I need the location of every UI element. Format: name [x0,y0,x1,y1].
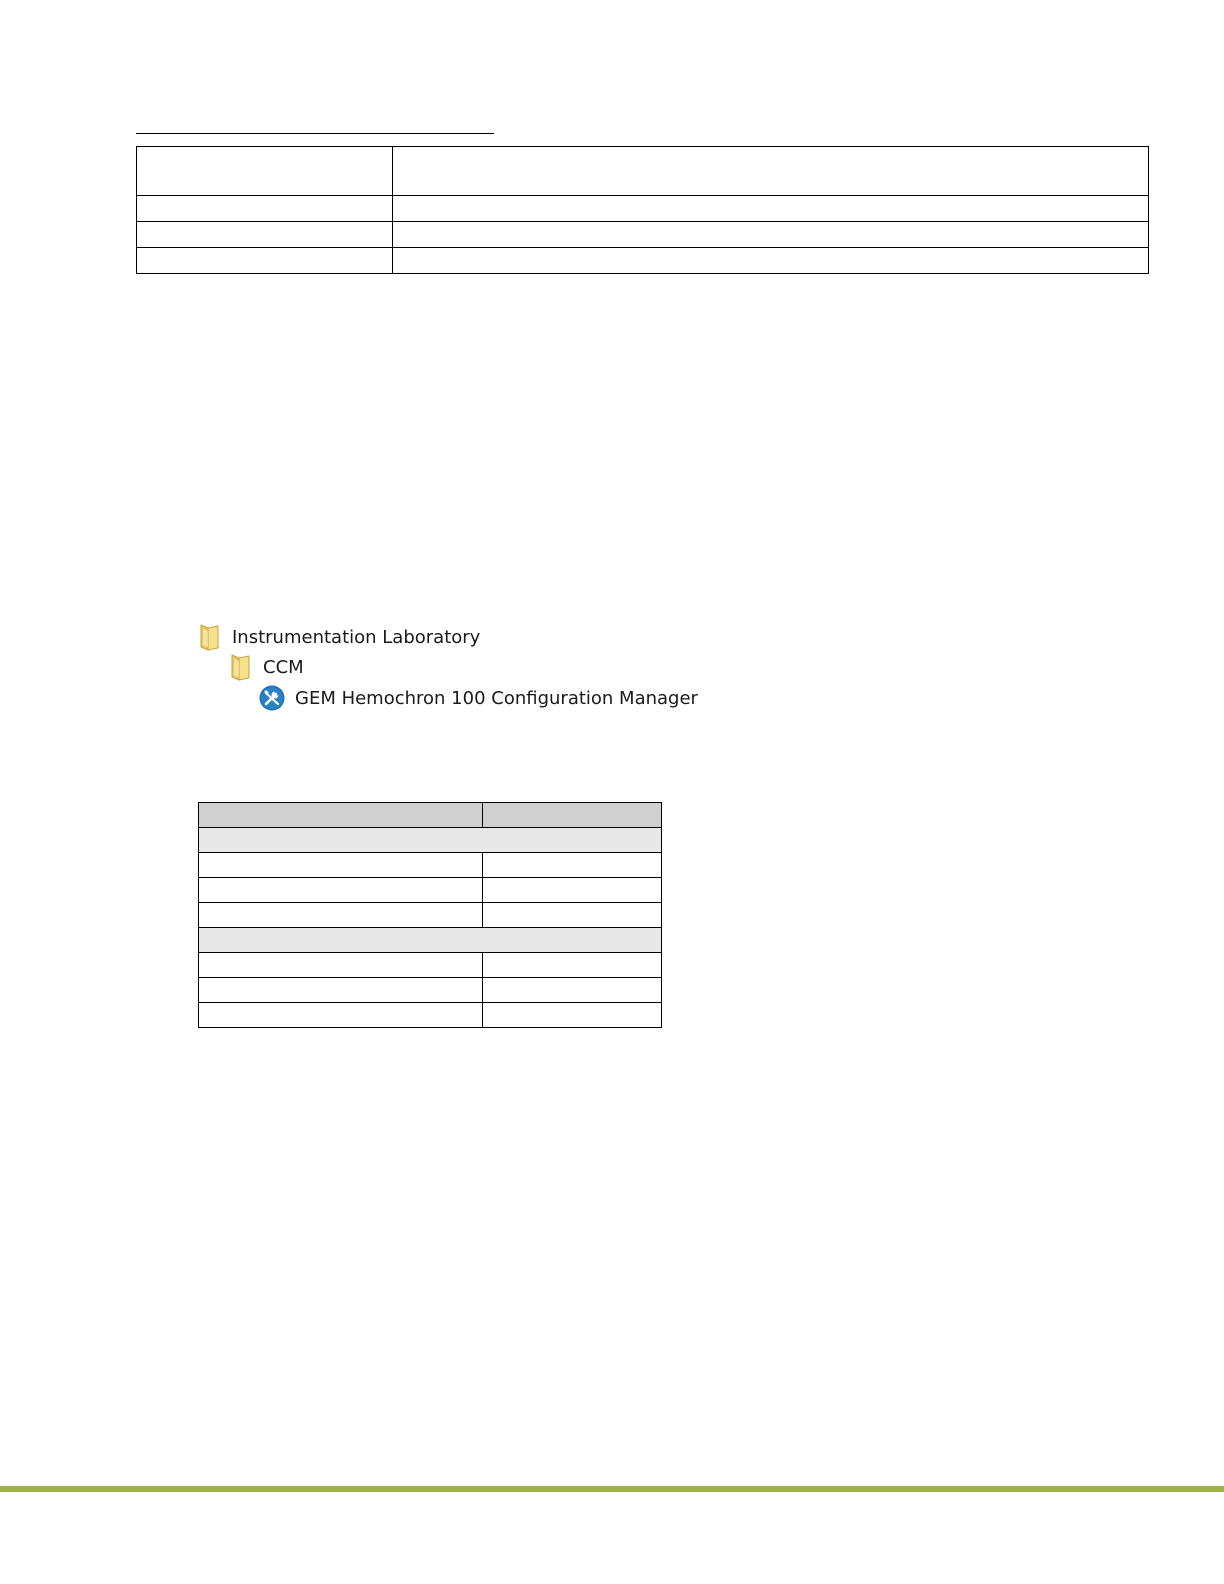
table-header-cell [199,803,483,828]
table-cell [199,1003,483,1028]
table-row [137,248,1149,274]
table-cell [137,196,393,222]
table-row [199,853,662,878]
table-cell [483,1003,662,1028]
table-row [199,978,662,1003]
table-row [199,878,662,903]
revision-table [136,146,1149,274]
table-cell [199,878,483,903]
tree-item-label: Instrumentation Laboratory [232,626,481,648]
table-cell [199,953,483,978]
folder-icon [229,653,251,681]
table-cell [483,978,662,1003]
table-cell [483,953,662,978]
table-row [137,222,1149,248]
tools-app-icon [259,685,285,711]
table-cell [393,222,1149,248]
table-cell [393,196,1149,222]
table-cell [137,222,393,248]
settings-table [198,802,662,1028]
table-cell [393,147,1149,196]
table-cell [483,878,662,903]
footer-accent-bar [0,1486,1224,1492]
table-cell [199,978,483,1003]
table-group-row [199,828,662,853]
table-row [199,1003,662,1028]
table-group-row [199,928,662,953]
header-rule [136,133,494,134]
table-cell [483,853,662,878]
table-row [199,903,662,928]
table-row [199,953,662,978]
start-menu-tree [196,617,696,717]
table-cell [137,147,393,196]
table-group-cell [199,928,662,953]
tree-item-label: GEM Hemochron 100 Configuration Manager [295,687,698,709]
tree-item-ccm[interactable] [229,652,304,682]
table-row [137,196,1149,222]
table-header-cell [483,803,662,828]
table-cell [199,903,483,928]
table-cell [393,248,1149,274]
table-group-cell [199,828,662,853]
table-cell [199,853,483,878]
folder-icon [198,623,220,651]
table-row [137,147,1149,196]
tree-item-gem-hemochron-config-manager[interactable] [259,683,698,713]
table-cell [483,903,662,928]
tree-item-instrumentation-laboratory[interactable] [198,622,480,652]
tree-item-label: CCM [263,656,304,678]
table-cell [137,248,393,274]
table-header-row [199,803,662,828]
